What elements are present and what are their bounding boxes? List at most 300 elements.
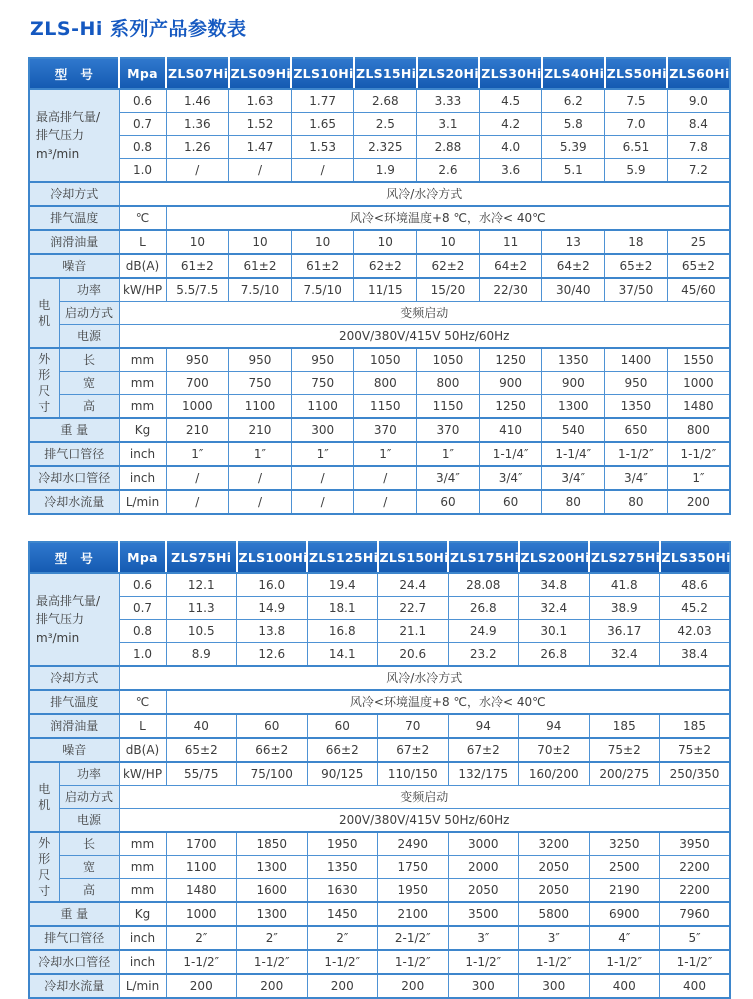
- value-cell: 4″: [589, 926, 660, 950]
- value-cell: 132/175: [448, 762, 519, 786]
- value-cell: 1-1/2″: [378, 950, 449, 974]
- value-cell: 60: [307, 714, 378, 738]
- value-cell: 15/20: [417, 278, 480, 302]
- table-row: [29, 643, 730, 667]
- unit-cell: L/min: [119, 490, 166, 514]
- table-row: [29, 974, 730, 998]
- value-cell: 200: [307, 974, 378, 998]
- value-cell: 1″: [291, 442, 354, 466]
- value-cell: 1.77: [291, 89, 354, 113]
- value-cell: 800: [667, 418, 730, 442]
- value-cell: 60: [479, 490, 542, 514]
- value-cell: 6.51: [605, 136, 668, 159]
- value-cell: 1600: [237, 879, 308, 903]
- spec-table-2: [28, 541, 731, 999]
- row-label-power-supply: 电源: [59, 325, 119, 349]
- value-cell: 250/350: [660, 762, 731, 786]
- value-cell: 3.33: [417, 89, 480, 113]
- value-cell: 70: [378, 714, 449, 738]
- value-cell: 8.9: [166, 643, 237, 667]
- table-row: [29, 879, 730, 903]
- value-cell: 45/60: [667, 278, 730, 302]
- merged-value-start-mode: 变频启动: [119, 786, 730, 809]
- value-cell: 1000: [166, 902, 237, 926]
- column-header-model: 型 号: [29, 58, 119, 89]
- value-cell: 950: [291, 348, 354, 372]
- unit-cell: inch: [119, 950, 166, 974]
- row-label-cooling: 冷却方式: [29, 666, 119, 690]
- table-row: [29, 832, 730, 856]
- value-cell: 1950: [378, 879, 449, 903]
- value-cell: 1-1/2″: [605, 442, 668, 466]
- value-cell: 42.03: [660, 620, 731, 643]
- value-cell: 1-1/2″: [166, 950, 237, 974]
- value-cell: 2190: [589, 879, 660, 903]
- value-cell: 12.1: [166, 573, 237, 597]
- value-cell: 45.2: [660, 597, 731, 620]
- value-cell: 65±2: [605, 254, 668, 278]
- table-row: [29, 254, 730, 278]
- row-label-outlet-pipe: 排气口管径: [29, 926, 119, 950]
- row-label-start-mode: 启动方式: [59, 302, 119, 325]
- table-row: [29, 418, 730, 442]
- table-row: [29, 442, 730, 466]
- value-cell: 5.1: [542, 159, 605, 183]
- value-cell: 70±2: [519, 738, 590, 762]
- value-cell: 1150: [417, 395, 480, 419]
- table-row: [29, 573, 730, 597]
- value-cell: 11/15: [354, 278, 417, 302]
- merged-value-power-supply: 200V/380V/415V 50Hz/60Hz: [119, 325, 730, 349]
- pressure-cell: 0.7: [119, 597, 166, 620]
- value-cell: 7.8: [667, 136, 730, 159]
- table-row: [29, 278, 730, 302]
- unit-cell: inch: [119, 926, 166, 950]
- value-cell: 1480: [667, 395, 730, 419]
- value-cell: 24.4: [378, 573, 449, 597]
- table-row: [29, 542, 730, 573]
- value-cell: 8.4: [667, 113, 730, 136]
- merged-value-exhaust-temp: 风冷<环境温度+8 ℃，水冷< 40℃: [166, 690, 730, 714]
- value-cell: 300: [291, 418, 354, 442]
- value-cell: 2″: [307, 926, 378, 950]
- table-row: [29, 136, 730, 159]
- merged-value-exhaust-temp: 风冷<环境温度+8 ℃，水冷< 40℃: [166, 206, 730, 230]
- value-cell: 12.6: [237, 643, 308, 667]
- value-cell: 2200: [660, 856, 731, 879]
- merged-value-cooling: 风冷/水冷方式: [119, 182, 730, 206]
- value-cell: 1000: [667, 372, 730, 395]
- value-cell: 37/50: [605, 278, 668, 302]
- value-cell: 1300: [542, 395, 605, 419]
- value-cell: 22.7: [378, 597, 449, 620]
- value-cell: 750: [291, 372, 354, 395]
- value-cell: 61±2: [291, 254, 354, 278]
- value-cell: /: [291, 490, 354, 514]
- value-cell: 61±2: [166, 254, 229, 278]
- value-cell: 3.6: [479, 159, 542, 183]
- table-row: [29, 372, 730, 395]
- table-row: [29, 738, 730, 762]
- value-cell: 950: [605, 372, 668, 395]
- value-cell: 300: [448, 974, 519, 998]
- value-cell: 1-1/2″: [667, 442, 730, 466]
- value-cell: 2200: [660, 879, 731, 903]
- value-cell: 1-1/2″: [519, 950, 590, 974]
- value-cell: 4.5: [479, 89, 542, 113]
- value-cell: 3/4″: [417, 466, 480, 490]
- table-row: [29, 466, 730, 490]
- value-cell: 110/150: [378, 762, 449, 786]
- value-cell: 67±2: [448, 738, 519, 762]
- table-row: [29, 950, 730, 974]
- value-cell: 65±2: [166, 738, 237, 762]
- pressure-cell: 0.8: [119, 620, 166, 643]
- row-label-weight: 重 量: [29, 902, 119, 926]
- value-cell: 185: [589, 714, 660, 738]
- value-cell: 900: [542, 372, 605, 395]
- value-cell: 13.8: [237, 620, 308, 643]
- value-cell: 62±2: [354, 254, 417, 278]
- table-row: [29, 395, 730, 419]
- value-cell: 7960: [660, 902, 731, 926]
- value-cell: 1.63: [229, 89, 292, 113]
- value-cell: 370: [354, 418, 417, 442]
- merged-value-power-supply: 200V/380V/415V 50Hz/60Hz: [119, 809, 730, 833]
- table-row: [29, 597, 730, 620]
- value-cell: 1.46: [166, 89, 229, 113]
- value-cell: 1400: [605, 348, 668, 372]
- value-cell: 2050: [519, 856, 590, 879]
- row-label-length: 长: [59, 832, 119, 856]
- value-cell: 60: [417, 490, 480, 514]
- row-label-length: 长: [59, 348, 119, 372]
- value-cell: 210: [166, 418, 229, 442]
- value-cell: 1.26: [166, 136, 229, 159]
- value-cell: 3950: [660, 832, 731, 856]
- value-cell: 1″: [354, 442, 417, 466]
- value-cell: 11: [479, 230, 542, 254]
- value-cell: 16.0: [237, 573, 308, 597]
- value-cell: /: [166, 490, 229, 514]
- row-label-power: 功率: [59, 762, 119, 786]
- row-label-power: 功率: [59, 278, 119, 302]
- value-cell: 1630: [307, 879, 378, 903]
- value-cell: 94: [519, 714, 590, 738]
- value-cell: 1-1/4″: [542, 442, 605, 466]
- unit-cell: dB(A): [119, 254, 166, 278]
- pressure-cell: 0.6: [119, 89, 166, 113]
- value-cell: 1″: [166, 442, 229, 466]
- value-cell: 1050: [354, 348, 417, 372]
- value-cell: 38.9: [589, 597, 660, 620]
- value-cell: 1350: [307, 856, 378, 879]
- table-row: [29, 159, 730, 183]
- value-cell: 3″: [448, 926, 519, 950]
- unit-cell: mm: [119, 832, 166, 856]
- value-cell: 1350: [542, 348, 605, 372]
- unit-cell: Kg: [119, 902, 166, 926]
- value-cell: 1480: [166, 879, 237, 903]
- row-label-water-flow: 冷却水流量: [29, 974, 119, 998]
- row-label-capacity: 最高排气量/ 排气压力 m³/min: [29, 573, 119, 666]
- value-cell: 7.5: [605, 89, 668, 113]
- value-cell: 66±2: [237, 738, 308, 762]
- value-cell: 7.5/10: [229, 278, 292, 302]
- unit-cell: dB(A): [119, 738, 166, 762]
- value-cell: 5.9: [605, 159, 668, 183]
- group-label-motor: 电 机: [29, 278, 59, 348]
- value-cell: 7.2: [667, 159, 730, 183]
- value-cell: 2490: [378, 832, 449, 856]
- value-cell: 3200: [519, 832, 590, 856]
- value-cell: /: [354, 466, 417, 490]
- value-cell: 22/30: [479, 278, 542, 302]
- table-row: [29, 206, 730, 230]
- row-label-height: 高: [59, 879, 119, 903]
- column-header: ZLS50Hi: [605, 58, 668, 89]
- unit-cell: ℃: [119, 206, 166, 230]
- value-cell: 1100: [229, 395, 292, 419]
- value-cell: /: [229, 466, 292, 490]
- value-cell: 10: [229, 230, 292, 254]
- row-label-noise: 噪音: [29, 738, 119, 762]
- value-cell: 1-1/2″: [237, 950, 308, 974]
- pressure-cell: 1.0: [119, 643, 166, 667]
- unit-cell: kW/HP: [119, 762, 166, 786]
- group-label-motor: 电 机: [29, 762, 59, 832]
- value-cell: 410: [479, 418, 542, 442]
- unit-cell: mm: [119, 395, 166, 419]
- column-header: ZLS350Hi: [660, 542, 731, 573]
- row-label-water-port: 冷却水口管径: [29, 950, 119, 974]
- value-cell: 1″: [667, 466, 730, 490]
- column-header: ZLS30Hi: [479, 58, 542, 89]
- value-cell: 10: [166, 230, 229, 254]
- value-cell: 1.65: [291, 113, 354, 136]
- value-cell: 7.5/10: [291, 278, 354, 302]
- column-header: ZLS20Hi: [417, 58, 480, 89]
- column-header-pressure-unit: Mpa: [119, 58, 166, 89]
- value-cell: 4.2: [479, 113, 542, 136]
- value-cell: 5800: [519, 902, 590, 926]
- value-cell: 62±2: [417, 254, 480, 278]
- value-cell: 90/125: [307, 762, 378, 786]
- row-label-weight: 重 量: [29, 418, 119, 442]
- row-label-noise: 噪音: [29, 254, 119, 278]
- group-label-dimensions: 外 形 尺 寸: [29, 832, 59, 902]
- spec-tables-container: [28, 57, 731, 999]
- unit-cell: inch: [119, 466, 166, 490]
- row-label-height: 高: [59, 395, 119, 419]
- value-cell: 65±2: [667, 254, 730, 278]
- value-cell: 950: [229, 348, 292, 372]
- value-cell: 64±2: [542, 254, 605, 278]
- value-cell: 750: [229, 372, 292, 395]
- unit-cell: inch: [119, 442, 166, 466]
- value-cell: 41.8: [589, 573, 660, 597]
- unit-cell: mm: [119, 372, 166, 395]
- row-label-exhaust-temp: 排气温度: [29, 690, 119, 714]
- value-cell: 185: [660, 714, 731, 738]
- value-cell: 400: [660, 974, 731, 998]
- table-row: [29, 666, 730, 690]
- group-label-dimensions: 外 形 尺 寸: [29, 348, 59, 418]
- value-cell: 1750: [378, 856, 449, 879]
- value-cell: 5.39: [542, 136, 605, 159]
- value-cell: 800: [354, 372, 417, 395]
- table-row: [29, 58, 730, 89]
- value-cell: 32.4: [589, 643, 660, 667]
- value-cell: 5.8: [542, 113, 605, 136]
- value-cell: 540: [542, 418, 605, 442]
- value-cell: 14.1: [307, 643, 378, 667]
- merged-value-cooling: 风冷/水冷方式: [119, 666, 730, 690]
- unit-cell: Kg: [119, 418, 166, 442]
- value-cell: 7.0: [605, 113, 668, 136]
- value-cell: 1300: [237, 856, 308, 879]
- column-header: ZLS07Hi: [166, 58, 229, 89]
- value-cell: 2″: [166, 926, 237, 950]
- value-cell: 1050: [417, 348, 480, 372]
- row-label-cooling: 冷却方式: [29, 182, 119, 206]
- value-cell: 14.9: [237, 597, 308, 620]
- value-cell: 1-1/2″: [589, 950, 660, 974]
- value-cell: 400: [589, 974, 660, 998]
- row-label-start-mode: 启动方式: [59, 786, 119, 809]
- value-cell: 2″: [237, 926, 308, 950]
- table-row: [29, 490, 730, 514]
- unit-cell: mm: [119, 879, 166, 903]
- value-cell: 1000: [166, 395, 229, 419]
- column-header: ZLS275Hi: [589, 542, 660, 573]
- value-cell: 650: [605, 418, 668, 442]
- column-header-model: 型 号: [29, 542, 119, 573]
- table-row: [29, 302, 730, 325]
- table-row: [29, 348, 730, 372]
- table-row: [29, 325, 730, 349]
- unit-cell: L: [119, 230, 166, 254]
- value-cell: 10: [354, 230, 417, 254]
- column-header: ZLS60Hi: [667, 58, 730, 89]
- value-cell: /: [291, 466, 354, 490]
- row-label-power-supply: 电源: [59, 809, 119, 833]
- value-cell: 1950: [307, 832, 378, 856]
- value-cell: 80: [605, 490, 668, 514]
- column-header: ZLS200Hi: [519, 542, 590, 573]
- value-cell: 64±2: [479, 254, 542, 278]
- value-cell: 1″: [229, 442, 292, 466]
- column-header: ZLS125Hi: [307, 542, 378, 573]
- row-label-width: 宽: [59, 856, 119, 879]
- value-cell: 2.6: [417, 159, 480, 183]
- value-cell: 32.4: [519, 597, 590, 620]
- merged-value-start-mode: 变频启动: [119, 302, 730, 325]
- value-cell: 1.52: [229, 113, 292, 136]
- value-cell: 800: [417, 372, 480, 395]
- value-cell: /: [166, 466, 229, 490]
- value-cell: 200: [237, 974, 308, 998]
- value-cell: 67±2: [378, 738, 449, 762]
- value-cell: 40: [166, 714, 237, 738]
- value-cell: 80: [542, 490, 605, 514]
- column-header: ZLS75Hi: [166, 542, 237, 573]
- value-cell: 18: [605, 230, 668, 254]
- column-header: ZLS10Hi: [291, 58, 354, 89]
- value-cell: 30/40: [542, 278, 605, 302]
- table-row: [29, 926, 730, 950]
- value-cell: 160/200: [519, 762, 590, 786]
- value-cell: 1-1/2″: [660, 950, 731, 974]
- row-label-exhaust-temp: 排气温度: [29, 206, 119, 230]
- value-cell: 55/75: [166, 762, 237, 786]
- value-cell: 700: [166, 372, 229, 395]
- value-cell: 1-1/4″: [479, 442, 542, 466]
- value-cell: 9.0: [667, 89, 730, 113]
- value-cell: 2100: [378, 902, 449, 926]
- value-cell: 10.5: [166, 620, 237, 643]
- value-cell: 34.8: [519, 573, 590, 597]
- column-header-pressure-unit: Mpa: [119, 542, 166, 573]
- value-cell: 18.1: [307, 597, 378, 620]
- value-cell: 2000: [448, 856, 519, 879]
- value-cell: 1.53: [291, 136, 354, 159]
- value-cell: 2.325: [354, 136, 417, 159]
- value-cell: 1100: [291, 395, 354, 419]
- value-cell: 26.8: [448, 597, 519, 620]
- value-cell: 61±2: [229, 254, 292, 278]
- value-cell: 200: [667, 490, 730, 514]
- value-cell: 2050: [448, 879, 519, 903]
- table-row: [29, 809, 730, 833]
- value-cell: 1450: [307, 902, 378, 926]
- row-label-outlet-pipe: 排气口管径: [29, 442, 119, 466]
- value-cell: 1.9: [354, 159, 417, 183]
- value-cell: 4.0: [479, 136, 542, 159]
- value-cell: 13: [542, 230, 605, 254]
- value-cell: 1-1/2″: [448, 950, 519, 974]
- spec-table-1: [28, 57, 731, 515]
- value-cell: 66±2: [307, 738, 378, 762]
- value-cell: 1700: [166, 832, 237, 856]
- value-cell: 16.8: [307, 620, 378, 643]
- pressure-cell: 0.8: [119, 136, 166, 159]
- column-header: ZLS40Hi: [542, 58, 605, 89]
- value-cell: 1850: [237, 832, 308, 856]
- value-cell: 36.17: [589, 620, 660, 643]
- value-cell: 75/100: [237, 762, 308, 786]
- value-cell: 38.4: [660, 643, 731, 667]
- pressure-cell: 1.0: [119, 159, 166, 183]
- row-label-water-port: 冷却水口管径: [29, 466, 119, 490]
- value-cell: 75±2: [589, 738, 660, 762]
- value-cell: 1250: [479, 348, 542, 372]
- value-cell: 19.4: [307, 573, 378, 597]
- value-cell: 370: [417, 418, 480, 442]
- row-label-capacity: 最高排气量/ 排气压力 m³/min: [29, 89, 119, 182]
- table-row: [29, 113, 730, 136]
- value-cell: 900: [479, 372, 542, 395]
- column-header: ZLS100Hi: [237, 542, 308, 573]
- value-cell: 950: [166, 348, 229, 372]
- value-cell: 24.9: [448, 620, 519, 643]
- value-cell: 1150: [354, 395, 417, 419]
- value-cell: 1350: [605, 395, 668, 419]
- table-row: [29, 786, 730, 809]
- value-cell: 3000: [448, 832, 519, 856]
- value-cell: 2050: [519, 879, 590, 903]
- unit-cell: mm: [119, 856, 166, 879]
